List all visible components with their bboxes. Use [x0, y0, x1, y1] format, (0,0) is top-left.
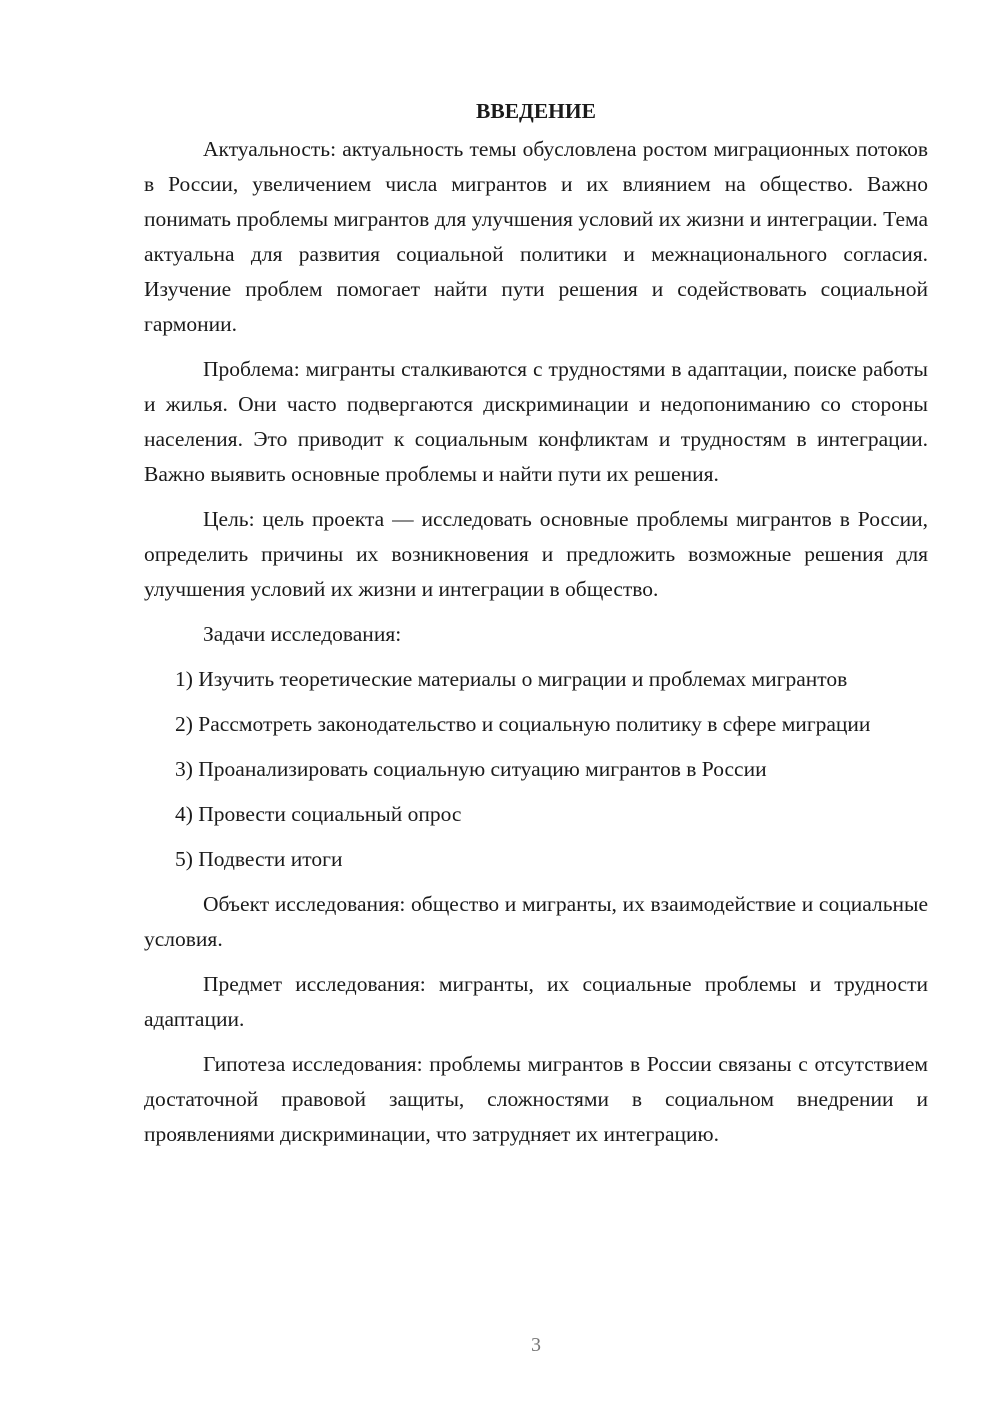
tasks-title: Задачи исследования:: [203, 622, 402, 646]
object-paragraph: Объект исследования: общество и мигранты, их взаимодействие и социальные условия.: [144, 892, 928, 951]
task-item: 5) Подвести итоги: [175, 847, 343, 871]
relevance-paragraph: Актуальность: актуальность темы обусловлена ростом миграционных потоков в России, увеличением числа мигрантов и их влиянием на общество. Важно понимать проблемы мигрантов для улучшения условий их жизни и интеграции. Тема актуальна для развития социальной политики и межнационального согласия. Изучение проблем помогает найти пути решения и содействовать социальной гармонии.: [144, 137, 928, 336]
task-item: 4) Провести социальный опрос: [175, 802, 462, 826]
page-number: 3: [531, 1334, 541, 1356]
document-body: [144, 94, 928, 1162]
goal-paragraph: Цель: цель проекта — исследовать основные проблемы мигрантов в России, определить причины их возникновения и предложить возможные решения для улучшения условий их жизни и интеграции в общество.: [144, 507, 928, 601]
task-item: 1) Изучить теоретические материалы о миграции и проблемах мигрантов: [175, 667, 848, 691]
task-item: 3) Проанализировать социальную ситуацию мигрантов в России: [175, 757, 767, 781]
subject-paragraph: Предмет исследования: мигранты, их социальные проблемы и трудности адаптации.: [144, 972, 928, 1031]
section-heading: ВВЕДЕНИЕ: [476, 99, 596, 123]
hypothesis-paragraph: Гипотеза исследования: проблемы мигрантов в России связаны с отсутствием достаточной правовой защиты, сложностями в социальном внедрении и проявлениями дискриминации, что затрудняет их интеграцию.: [144, 1052, 928, 1146]
problem-paragraph: Проблема: мигранты сталкиваются с трудностями в адаптации, поиске работы и жилья. Они часто подвергаются дискриминации и недопониманию со стороны населения. Это приводит к социальным конфликтам и трудностям в интеграции. Важно выявить основные проблемы и найти пути их решения.: [144, 357, 928, 486]
task-item: 2) Рассмотреть законодательство и социальную политику в сфере миграции: [175, 712, 871, 736]
